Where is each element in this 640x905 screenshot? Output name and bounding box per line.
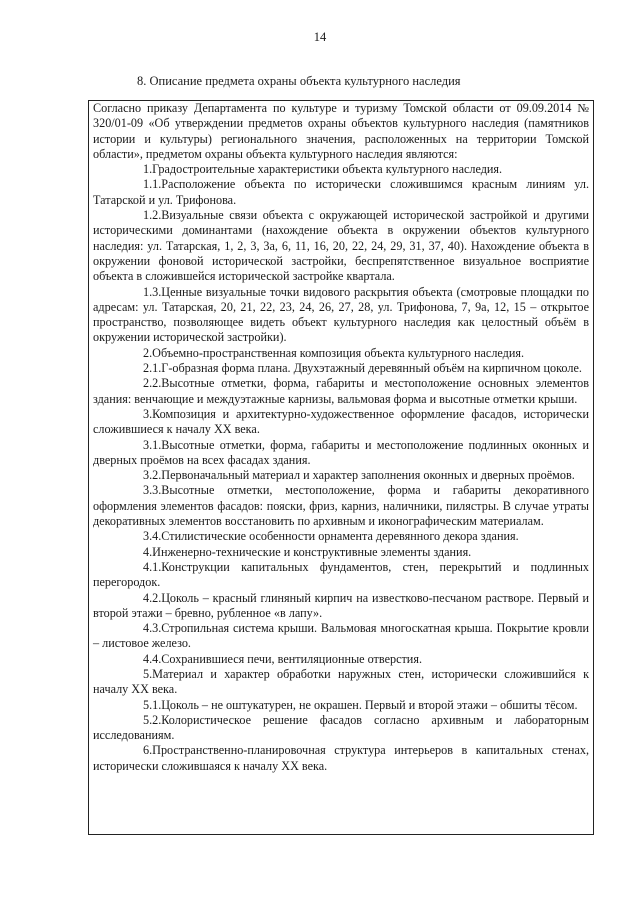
item-number: 4.2.: [143, 590, 162, 605]
item-text: Цоколь – красный глиняный кирпич на известково-песчаном растворе. Первый и второй этажи – бревно, рубленное «в лапу».: [93, 590, 589, 620]
item-text: Стропильная система крыши. Вальмовая многоскатная крыша. Покрытие кровли – листовое железо.: [93, 621, 589, 651]
item-number: 1.: [143, 162, 153, 177]
protection-item: [93, 698, 589, 713]
item-text: Расположение объекта по исторически сложившимся красным линиям ул. Татарской и ул. Трифонова.: [93, 177, 589, 207]
item-number: 4.: [143, 544, 153, 559]
protection-item: [93, 438, 589, 469]
protection-item: [93, 529, 589, 544]
item-text: Колористическое решение фасадов согласно архивным и лабораторным исследованиям.: [93, 712, 589, 743]
item-text: Конструкции капитальных фундаментов, стен, перекрытий и подлинных перегородок.: [93, 559, 589, 590]
item-number: 2.2.: [143, 376, 162, 391]
item-text: Первоначальный материал и характер заполнения оконных и дверных проёмов.: [161, 468, 575, 483]
item-number: 3.4.: [143, 529, 162, 544]
protection-item: [93, 376, 589, 407]
item-text: Г-образная форма плана. Двухэтажный деревянный объём на кирпичном цоколе.: [161, 361, 582, 376]
item-text: Ценные визуальные точки видового раскрытия объекта (смотровые площадки по адресам: ул. Татарская, 20, 21, 22, 23, 24, 26, 27, 28, ул. Трифонова, 7, 9а, 12, 15 – открытое пространство, позволяющее видеть объект культурного наследия как целостный объём в окружении исторической застройки).: [93, 284, 589, 345]
item-text: Цоколь – не оштукатурен, не окрашен. Первый и второй этажи – обшиты тёсом.: [161, 697, 578, 712]
protection-item: [93, 162, 589, 177]
item-number: 3.: [143, 406, 153, 421]
protection-item: [93, 346, 589, 361]
item-number: 3.2.: [143, 468, 162, 483]
item-number: 4.4.: [143, 651, 162, 666]
item-number: 1.1.: [143, 177, 162, 192]
item-text: Высотные отметки, форма, габариты и местоположение основных элементов здания: венчающие и междуэтажные карнизы, вальмовая форма и высотные отметки крыши.: [93, 376, 589, 406]
protection-item: [93, 591, 589, 622]
section-heading: 8. Описание предмета охраны объекта культурного наследия: [137, 74, 461, 88]
protection-item: [93, 361, 589, 376]
protection-item: [93, 468, 589, 483]
item-number: 1.2.: [143, 208, 162, 223]
protection-item: [93, 407, 589, 438]
page-number: 14: [313, 30, 327, 44]
item-number: 4.3.: [143, 621, 162, 636]
protection-item: [93, 285, 589, 346]
item-text: Высотные отметки, форма, габариты и местоположение подлинных оконных и дверных проёмов на всех фасадах здания.: [93, 437, 589, 467]
item-number: 2.1.: [143, 361, 162, 376]
item-text: Пространственно-планировочная структура интерьеров в капитальных стенах, исторически сложившаяся к началу XX века.: [93, 743, 589, 773]
item-text: Объемно-пространственная композиция объекта культурного наследия.: [152, 345, 525, 360]
protection-item: [93, 713, 589, 744]
item-number: 1.3.: [143, 284, 162, 299]
protection-item: [93, 177, 589, 208]
item-text: Сохранившиеся печи, вентиляционные отверстия.: [161, 651, 422, 666]
protection-item: [93, 667, 589, 698]
protection-item: [93, 621, 589, 652]
item-number: 2.: [143, 345, 153, 360]
protection-item: [93, 545, 589, 560]
item-number: 3.3.: [143, 483, 162, 498]
item-text: Градостроительные характеристики объекта культурного наследия.: [152, 162, 503, 177]
protection-item: [93, 652, 589, 667]
protection-item: [93, 743, 589, 774]
protection-subject-box: [88, 100, 594, 835]
item-text: Высотные отметки, местоположение, форма и габариты декоративного оформления элементов фасадов: пояски, фриз, карниз, наличники, пилястры. В случае утраты декоративных элементов восстановить по архивным и иконографическим материалам.: [93, 483, 589, 529]
item-text: Инженерно-технические и конструктивные элементы здания.: [152, 544, 472, 559]
item-text: Визуальные связи объекта с окружающей исторической застройкой и другими историческими доминантами (нахождение объекта в окружении объектов культурного наследия: ул. Татарская, 1, 2, 3, 3а, 6, 11, 16, 20, 22, 24, 29, 31, 37, 40). Нахождение объекта в окружении фоновой исторической застройки, беспрепятственное визуальное восприятие объекта в сложившейся исторической застройке квартала.: [93, 208, 589, 284]
item-text: Стилистические особенности орнамента деревянного декора здания.: [161, 529, 519, 544]
protection-item: [93, 208, 589, 284]
item-text: Материал и характер обработки наружных стен, исторически сложившийся к началу XX века.: [93, 666, 589, 697]
protection-item: [93, 483, 589, 529]
item-number: 5.: [143, 666, 153, 681]
item-number: 6.: [143, 743, 153, 758]
item-text: Композиция и архитектурно-художественное оформление фасадов, исторически сложившиеся к началу XX века.: [93, 406, 589, 437]
item-number: 4.1.: [143, 559, 162, 574]
protection-items-list: [93, 162, 589, 774]
item-number: 5.2.: [143, 712, 162, 727]
protection-item: [93, 560, 589, 591]
intro-paragraph: Согласно приказу Департамента по культуре и туризму Томской области от 09.09.2014 № 320/01-09 «Об утверждении предметов охраны объектов культурного наследия (памятников истории и культуры) регионального значения, расположенных на территории Томской области», предметом охраны объекта культурного наследия являются:: [93, 101, 589, 161]
item-number: 3.1.: [143, 437, 162, 452]
item-number: 5.1.: [143, 697, 162, 712]
